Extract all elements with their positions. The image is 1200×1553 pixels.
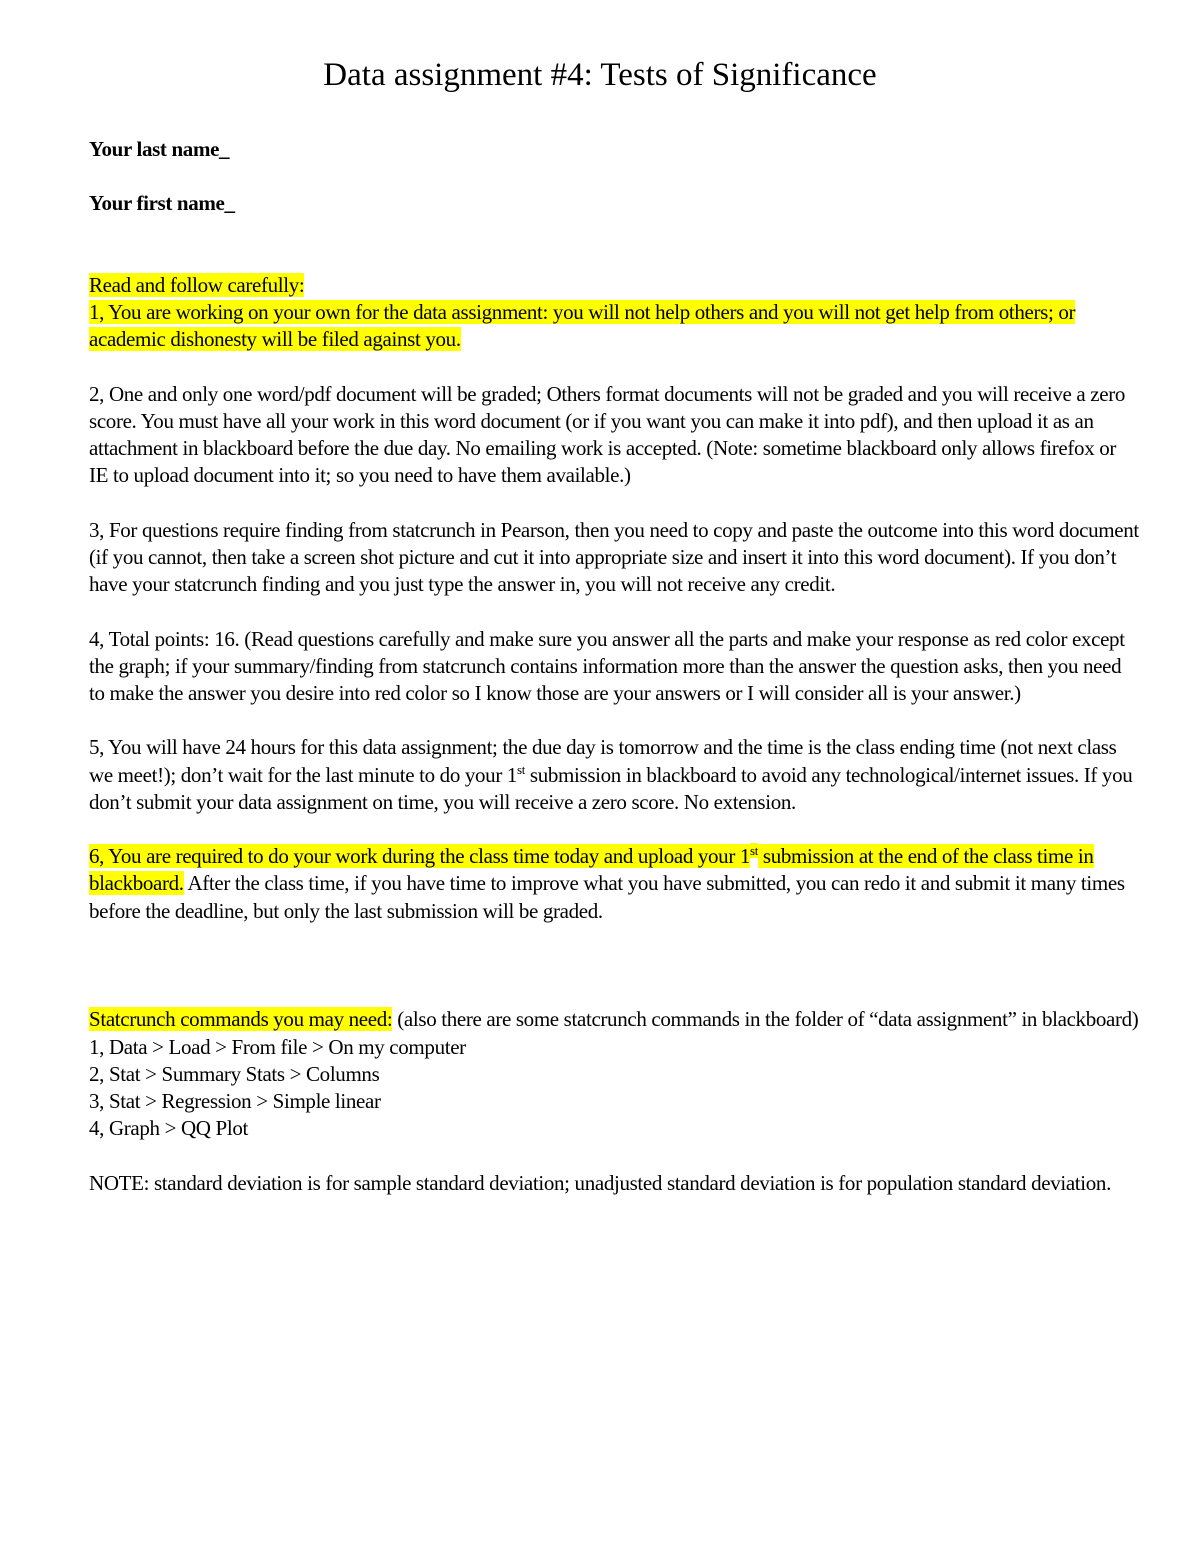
statcrunch-command-2: 2, Stat > Summary Stats > Columns	[89, 1061, 380, 1086]
instruction-item-5-text-b: submission in blackboard to avoid any technological/internet issues. If you don’t submit your data assignment on time, you will receive a zero score. No extension.	[89, 762, 1133, 814]
instruction-item-6-highlight-b: submission at the end of the class time in blackboard.	[89, 844, 1094, 896]
instruction-item-6-text: After the class time, if you have time to improve what you have submitted, you can redo it and submit it many times before the deadline, but only the last submission will be graded.	[89, 871, 1125, 923]
spacer	[89, 163, 1139, 190]
first-name-field: Your first name_	[89, 191, 235, 216]
spacer	[89, 816, 1139, 843]
statcrunch-command-1: 1, Data > Load > From file > On my computer	[89, 1034, 466, 1059]
document-title: Data assignment #4: Tests of Significance	[323, 57, 877, 93]
spacer	[89, 925, 1139, 1007]
statcrunch-command-3: 3, Stat > Regression > Simple linear	[89, 1088, 381, 1113]
statcrunch-command-4: 4, Graph > QQ Plot	[89, 1116, 248, 1141]
statcrunch-heading-note: (also there are some statcrunch commands in the folder of “data assignment” in blackboard)	[392, 1007, 1139, 1032]
instruction-item-4: 4, Total points: 16. (Read questions carefully and make sure you answer all the parts and make your response as red color except the graph; if your summary/finding from statcrunch contains information more than the answer the question asks, then you need to make the answer you desire into red color so I know those are your answers or I will consider all is your answer.)	[89, 626, 1125, 705]
instruction-item-6	[89, 843, 1139, 925]
spacer	[89, 707, 1139, 734]
instruction-item-2: 2, One and only one word/pdf document will be graded; Others format documents will not be graded and you will receive a zero score. You must have all your work in this word document (or if you want you can make it into pdf), and then upload it as an attachment in blackboard before the due day. No emailing work is accepted. (Note: sometime blackboard only allows firefox or IE to upload document into it; so you need to have them available.)	[89, 381, 1126, 488]
instruction-item-5-text-a: 5, You will have 24 hours for this data assignment; the due day is tomorrow and the time is the class ending time (not next class we meet!); don’t wait for the last minute to do your 1	[89, 735, 1117, 787]
spacer	[89, 490, 1139, 517]
statcrunch-heading-text: Statcrunch commands you may need:	[89, 1007, 393, 1032]
last-name-field: Your last name_	[89, 137, 230, 161]
ordinal-suffix: st	[517, 761, 526, 777]
spacer	[89, 1142, 1139, 1169]
instruction-item-5	[89, 734, 1139, 816]
document-body	[89, 136, 1139, 1197]
spacer	[89, 354, 1139, 381]
spacer	[89, 218, 1139, 272]
instruction-item-6-highlight-a: 6, You are required to do your work during the class time today and upload your 1	[89, 844, 751, 869]
spacer	[89, 598, 1139, 625]
instructions-heading-text: Read and follow carefully:	[89, 272, 305, 297]
instruction-item-1-text: 1, You are working on your own for the data assignment: you will not help others and you will not get help from others; or academic dishonesty will be filed against you.	[89, 300, 1076, 352]
instructions-heading	[89, 272, 1139, 299]
ordinal-suffix: st	[750, 843, 759, 859]
instruction-item-3: 3, For questions require finding from statcrunch in Pearson, then you need to copy and paste the outcome into this word document (if you cannot, then take a screen shot picture and cut it into appropriate size and insert it into this word document). If you don’t have your statcrunch finding and you just type the answer in, you will not receive any credit.	[89, 517, 1139, 597]
statcrunch-heading	[89, 1006, 1139, 1033]
instruction-item-1	[89, 299, 1139, 353]
note-paragraph: NOTE: standard deviation is for sample standard deviation; unadjusted standard deviation is for population standard deviation.	[89, 1170, 1111, 1195]
